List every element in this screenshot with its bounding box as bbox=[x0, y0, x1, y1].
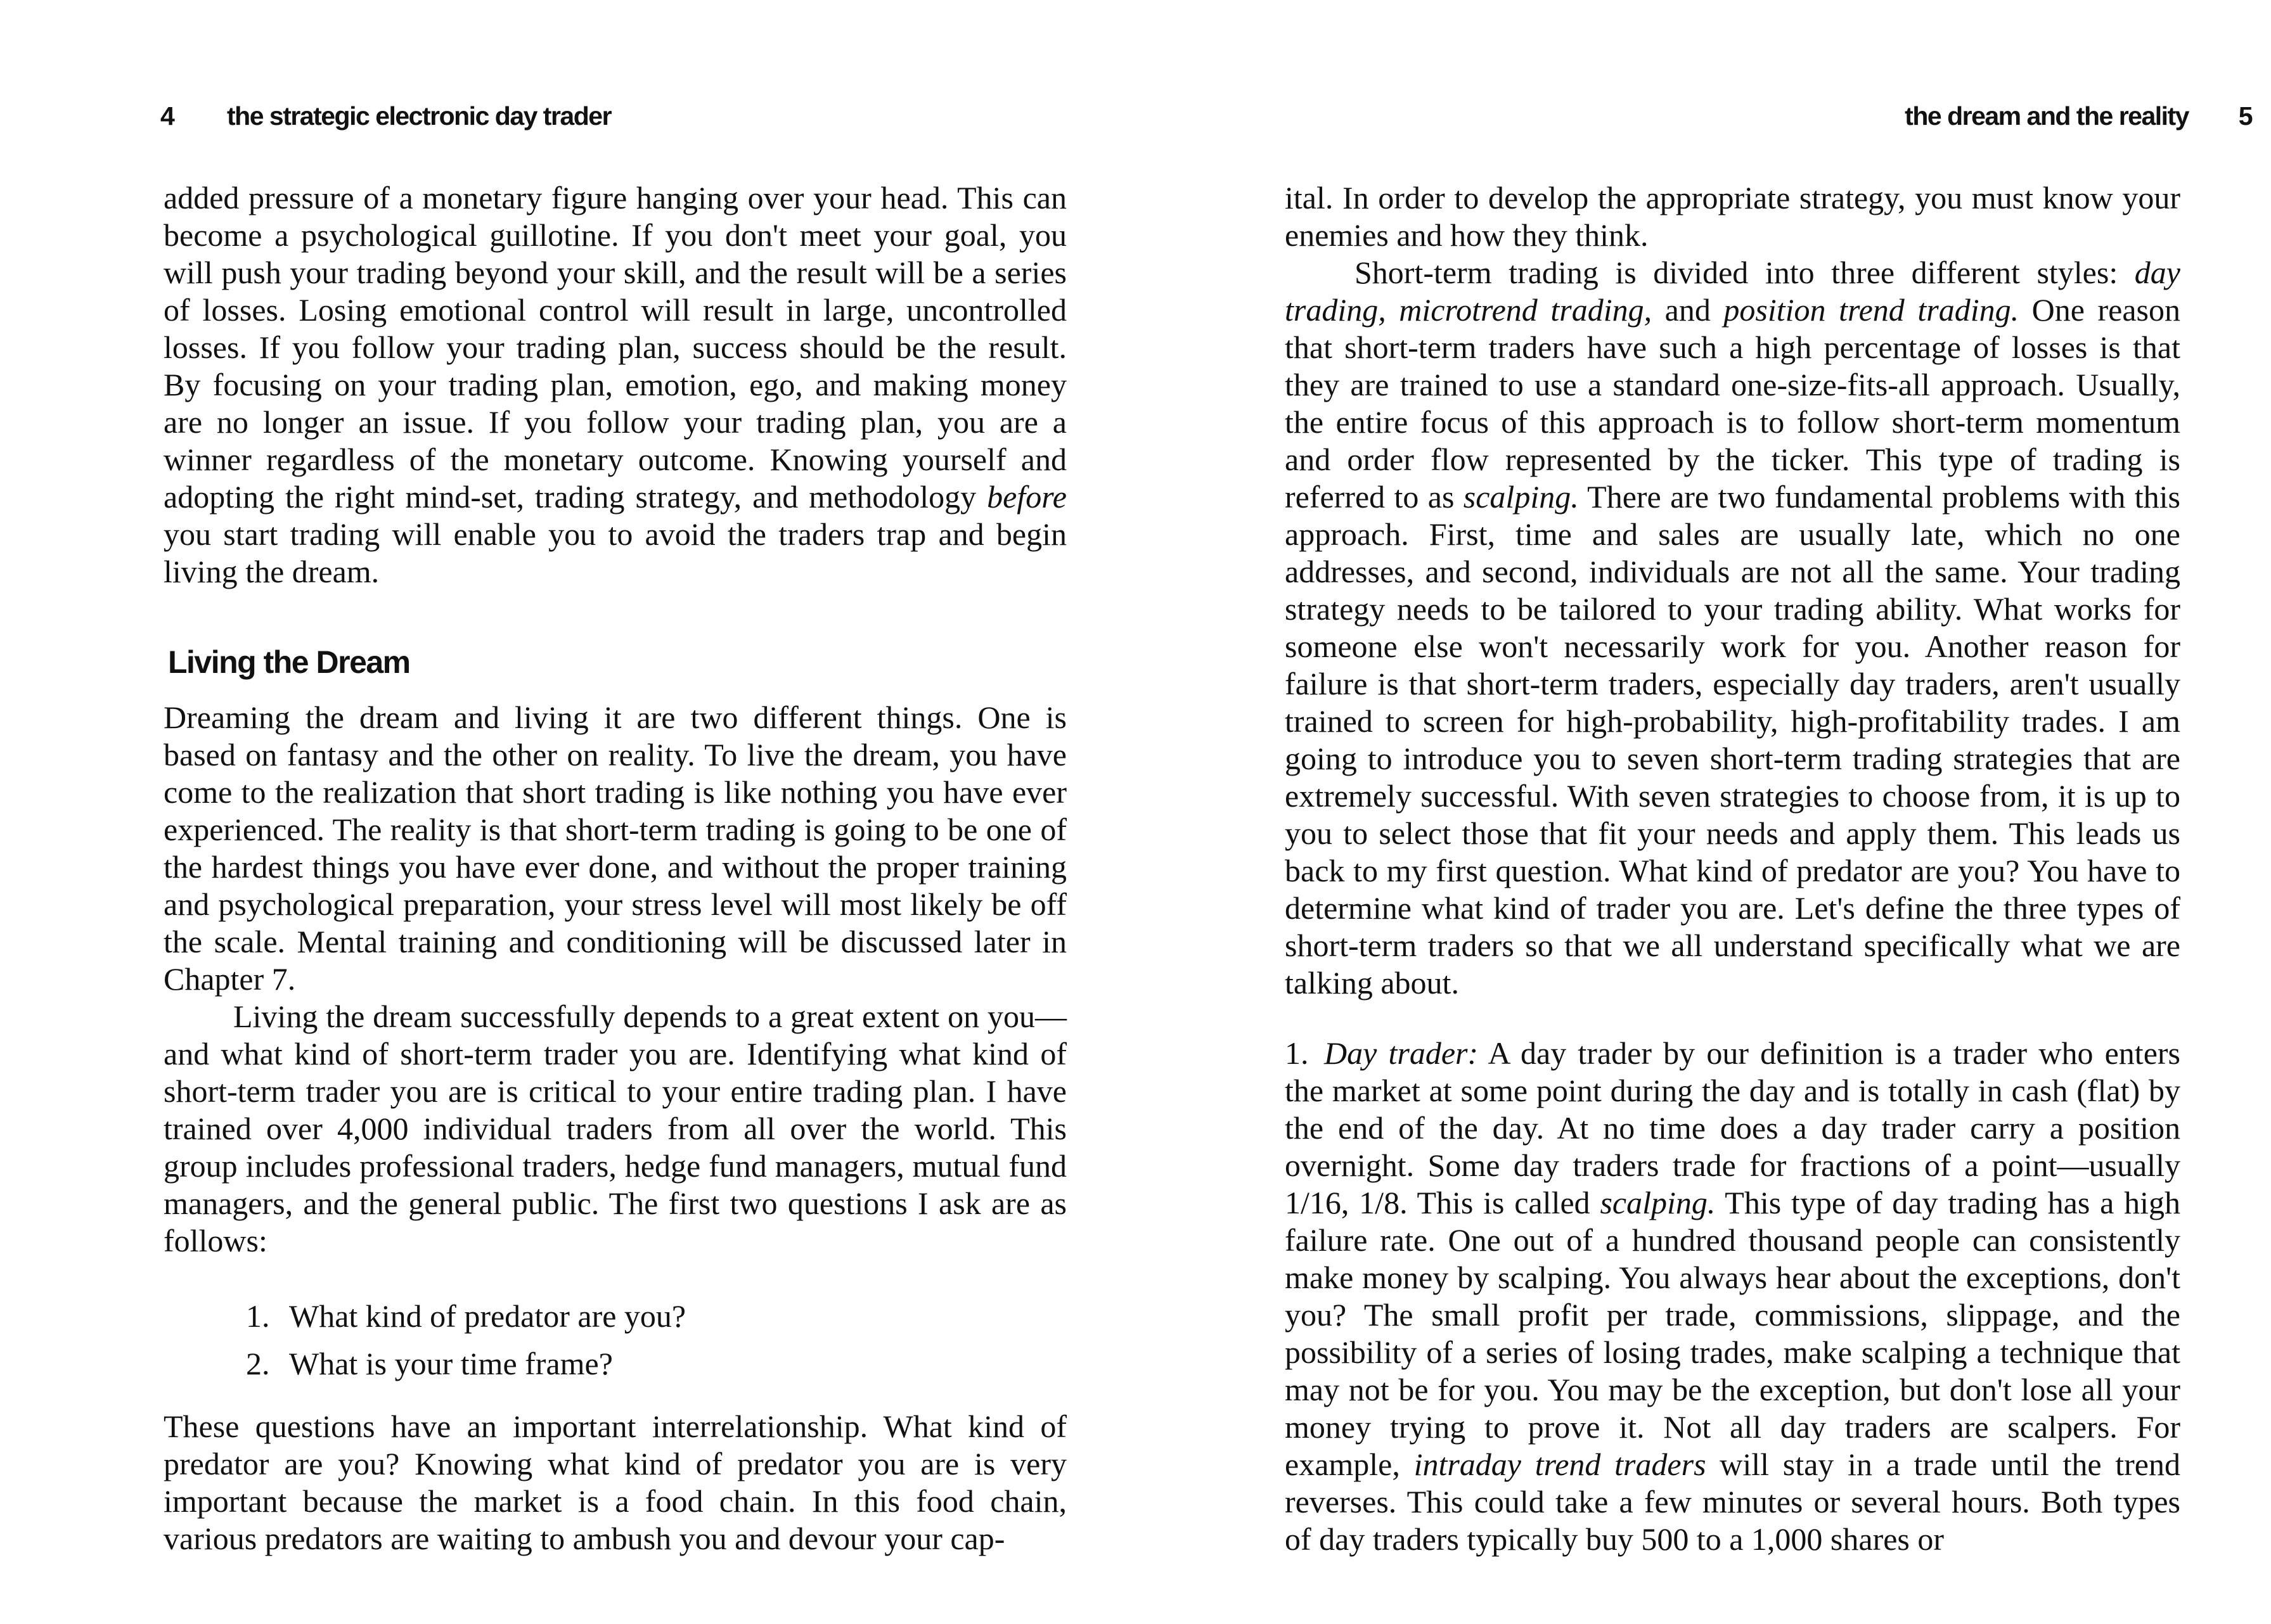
list-item-text bbox=[1285, 1035, 2180, 1557]
list-item-number: 1. bbox=[1285, 1035, 1309, 1071]
text-run: There are two fundamental problems with this approach. First, time and sales are usually late, which no one addresses, and second, individuals are not all the same. Your trading strategy needs to be tailored to your trading ability. What works for someone else won't necessarily work for you. Another reason for failure is that short-term traders, especially day traders, aren't usually trained to screen for high-probability, high-profitability trades. I am going to introduce you to seven short-term trading strategies that are extremely successful. With seven strategies to choose from, it is up to you to select those that fit your needs and apply them. This leads us back to my first question. What kind of predator are you? You have to determine what kind of trader you are. Let's define the three types of short-term traders so that we all understand specifically what we are talking about. bbox=[1285, 479, 2180, 1001]
left-page-number: 4 bbox=[160, 101, 174, 131]
section-paragraph-1: Dreaming the dream and living it are two different things. One is based on fantasy and the other on reality. To live the dream, you have come to the realization that short trading is like nothing you have ever experienced. The reality is that short-term trading is going to be one of the hardest things you have ever done, and without the proper training and psychological preparation, your stress level will most likely be off the scale. Mental training and conditioning will be discussed later in Chapter 7. bbox=[164, 700, 1067, 997]
questions-list bbox=[246, 1293, 1070, 1388]
text-run: Short-term trading is divided into three different styles: bbox=[1354, 255, 2135, 290]
italic-text: scalping. bbox=[1463, 479, 1579, 515]
right-page-number: 5 bbox=[2238, 101, 2252, 131]
text-run: added pressure of a monetary figure hanging over your head. This can become a psychological guillotine. If you don't meet your goal, you will push your trading beyond your skill, and the result will be a series of losses. Losing emotional control will result in large, uncontrolled losses. If you follow your trading plan, success should be the result. By focusing on your trading plan, emotion, ego, and making money are no longer an issue. If you follow your trading plan, you are a winner regardless of the monetary outcome. Knowing yourself and adopting the right mind-set, trading strategy, and methodology bbox=[164, 180, 1067, 515]
section-body bbox=[164, 699, 1067, 1260]
text-run: One reason that short-term traders have such a high percentage of losses is that they are trained to use a standard one-size-fits-all approach. Usually, the entire focus of this approach is to follow short-term momentum and order flow represented by the ticker. This type of trading is referred to as bbox=[1285, 292, 2181, 515]
continuation-paragraph: ital. In order to develop the appropriate strategy, you must know your enemies and how they think. bbox=[1285, 180, 2180, 253]
closing-paragraph bbox=[164, 1408, 1067, 1557]
italic-text: day trading, microtrend trading, bbox=[1285, 255, 2180, 328]
right-body bbox=[1285, 179, 2180, 1002]
italic-text: before bbox=[987, 479, 1067, 515]
day-trader-paragraph bbox=[1285, 1035, 2180, 1558]
intro-paragraph-text bbox=[164, 179, 1067, 591]
intro-paragraph bbox=[164, 179, 1067, 591]
day-trader-list-item bbox=[1285, 1035, 2180, 1558]
italic-text: position trend trading. bbox=[1723, 292, 2019, 328]
text-run: will stay in a trade until the trend reverses. This could take a few minutes or several hours. Both types of day traders typically buy 500 to a 1,000 shares or bbox=[1285, 1447, 2180, 1557]
left-running-head: the strategic electronic day trader bbox=[227, 101, 612, 131]
text-run: This type of day trading has a high failure rate. One out of a hundred thousand people can consistently make money by scalping. You always hear about the exceptions, don't you? The small profit per trade, commissions, slippage, and the possibility of a series of losing trades, make scalping a technique that may not be for you. You may be the exception, but don't lose all your money trying to prove it. Not all day traders are scalpers. For example, bbox=[1285, 1185, 2181, 1482]
question-number: 1. bbox=[246, 1298, 270, 1334]
section-paragraph-2: Living the dream successfully depends to a great extent on you—and what kind of short-term trader you are. Identifying what kind of short-term trader you are is critical to your entire trading plan. I have trained over 4,000 individual traders from all over the world. This group includes professional traders, hedge fund managers, mutual fund managers, and the general public. The first two questions I ask are as follows: bbox=[164, 999, 1067, 1258]
question-text: What kind of predator are you? bbox=[289, 1298, 686, 1334]
italic-text: intraday trend traders bbox=[1413, 1447, 1706, 1482]
section-heading: Living the Dream bbox=[168, 644, 410, 680]
text-run: A day trader by our definition is a trader who enters the market at some point during the day and is totally in cash (flat) by the end of the day. At no time does a day trader carry a position overnight. Some day traders trade for fractions of a point—usually 1/16, 1/8. This is called bbox=[1285, 1035, 2180, 1220]
closing-paragraph-text: These questions have an important interrelationship. What kind of predator are you? Knowing what kind of predator you are is very important because the market is a food chain. In this food chain, various predators are waiting to ambush you and devour your cap- bbox=[164, 1409, 1067, 1556]
list-item bbox=[246, 1293, 1070, 1340]
right-running-head: the dream and the reality bbox=[1905, 101, 2189, 131]
question-number: 2. bbox=[246, 1346, 270, 1381]
right-page bbox=[1135, 0, 2271, 1624]
list-item bbox=[246, 1340, 1070, 1388]
text-run: you start trading will enable you to avoid the traders trap and begin living the dream. bbox=[164, 516, 1067, 589]
list-item-term: Day trader: bbox=[1324, 1035, 1479, 1071]
italic-text: scalping. bbox=[1600, 1185, 1716, 1220]
text-run: and bbox=[1652, 292, 1724, 328]
styles-paragraph bbox=[1285, 254, 2180, 1002]
left-page bbox=[0, 0, 1135, 1624]
question-text: What is your time frame? bbox=[289, 1346, 613, 1381]
